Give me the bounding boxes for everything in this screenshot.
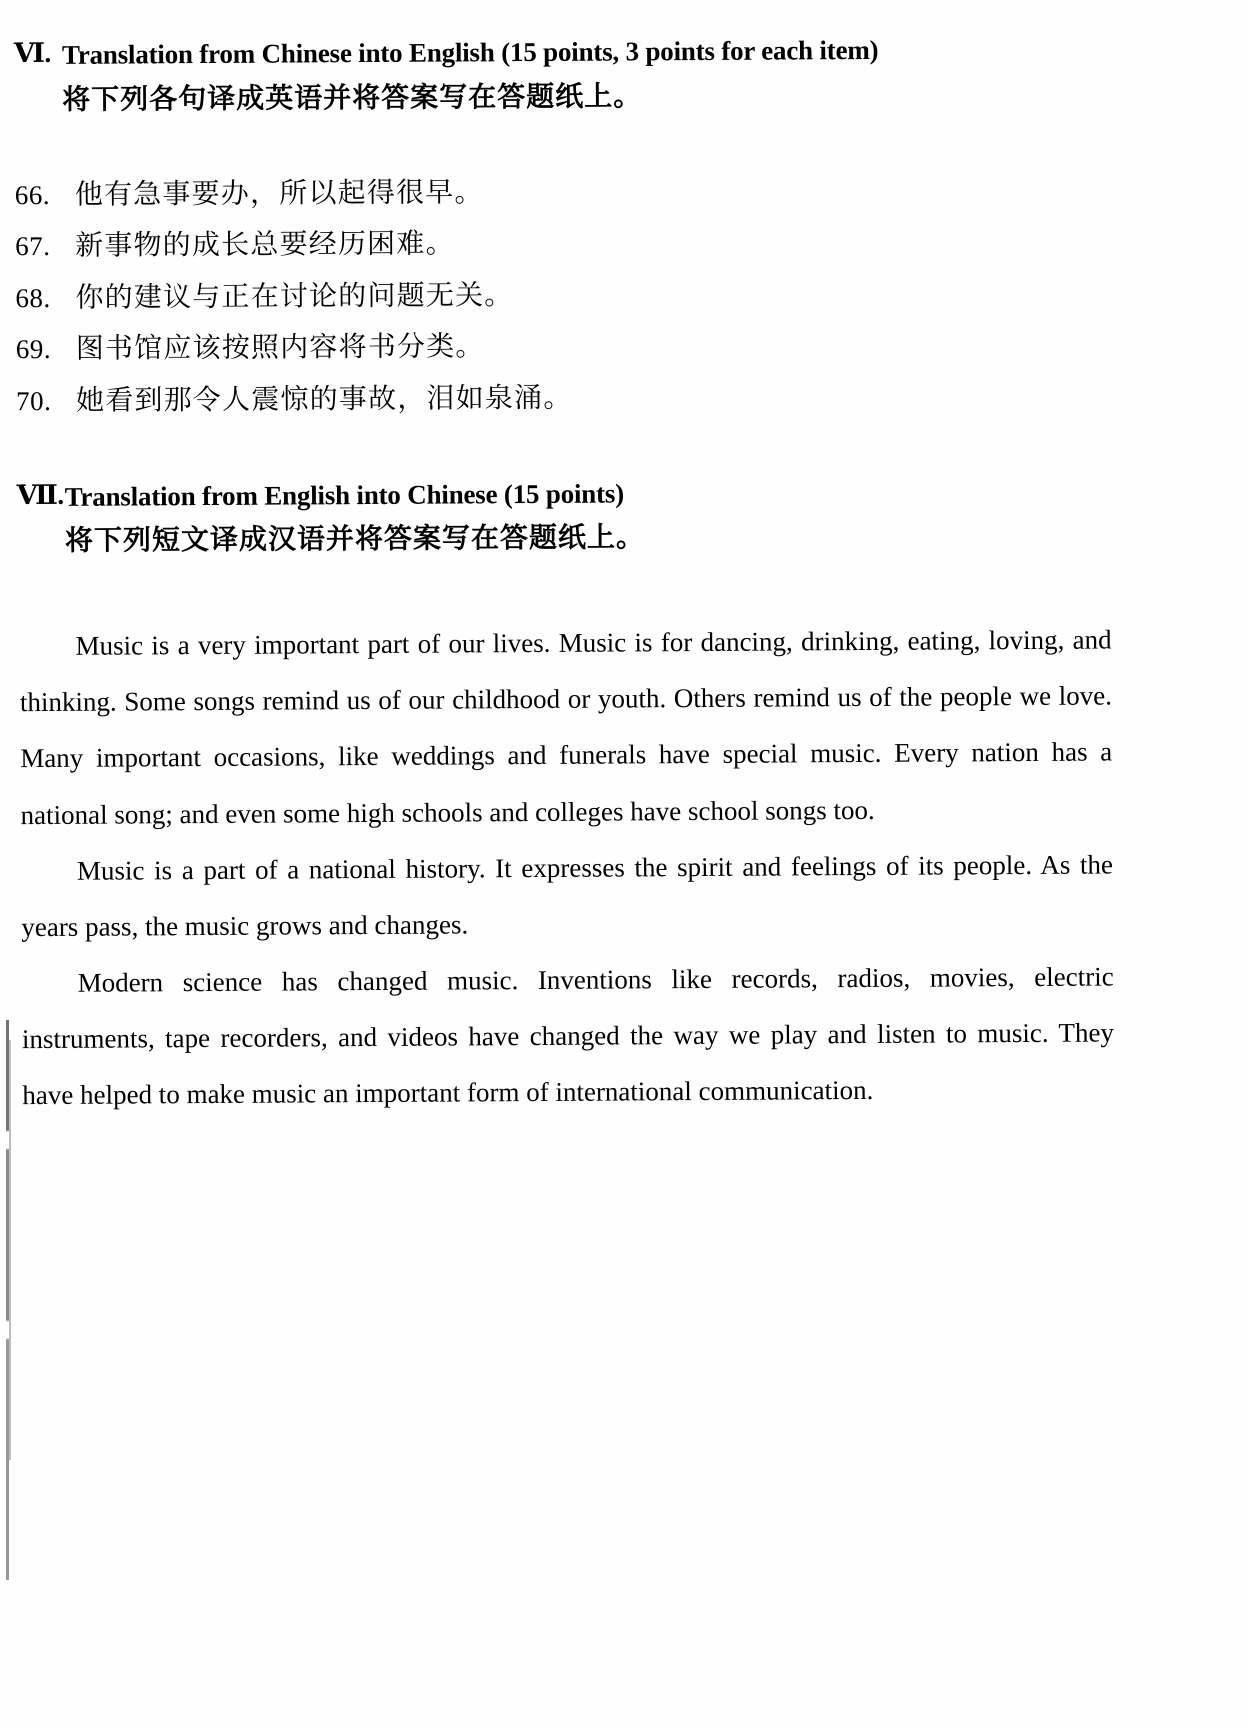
section-numeral-7: Ⅶ.: [16, 479, 64, 510]
section-numeral-6: Ⅵ.: [13, 37, 51, 69]
item-number: 66.: [14, 179, 51, 210]
section-title-english-7: Translation from English into Chinese (15 points): [64, 477, 625, 512]
item-number: 70.: [15, 385, 52, 417]
section-body-7: [65, 472, 1248, 562]
section-title-chinese-7: 将下列短文译成汉语并将答案写在答题纸上。: [64, 520, 646, 557]
list-item: [2, 374, 1248, 422]
list-item: [1, 167, 1248, 215]
item-number: 68.: [15, 282, 51, 313]
passage-paragraph-3: Modern science has changed music. Inventions like records, radios, movies, electric instruments, tape recorders, and videos have changed the way we play and listen to music. They have helped to make music an important form of international communication.: [21, 961, 1115, 1111]
passage-paragraph-2: Music is a part of a national history. It expresses the spirit and feelings of its people. As the years pass, the music grows and changes.: [21, 849, 1114, 942]
section-title-chinese-6: 将下列各句译成英语并将答案写在答题纸上。: [62, 78, 643, 116]
item-text: 新事物的成长总要经历困难。: [75, 226, 455, 262]
item-number: 67.: [15, 231, 51, 262]
item-text: 你的建议与正在讨论的问题无关。: [75, 277, 514, 314]
section-body-6: [62, 31, 1248, 121]
passage-paragraph-1: Music is a very important part of our lives. Music is for dancing, drinking, eating, loving, and thinking. Some songs remind us of our childhood or youth. Others remind us of the people we love. Many important occasions, like weddings and funerals have special music. Every nation has a national song; and even some high schools and colleges have school songs too.: [19, 624, 1113, 830]
item-number: 69.: [15, 334, 52, 365]
list-item: [2, 322, 1248, 370]
section-heading-6: [0, 31, 1248, 121]
english-passage: [3, 611, 1248, 1124]
item-text: 图书馆应该按照内容将书分类。: [75, 329, 485, 366]
section-title-english-6: Translation from Chinese into English (15 points, 3 points for each item): [61, 34, 879, 70]
translation-item-list: [1, 167, 1248, 422]
item-text: 他有急事要办，所以起得很早。: [74, 174, 484, 211]
list-item: [1, 219, 1248, 267]
section-heading-7: [3, 472, 1248, 562]
item-text: 她看到那令人震惊的事故，泪如泉涌。: [75, 380, 573, 417]
list-item: [1, 270, 1248, 318]
